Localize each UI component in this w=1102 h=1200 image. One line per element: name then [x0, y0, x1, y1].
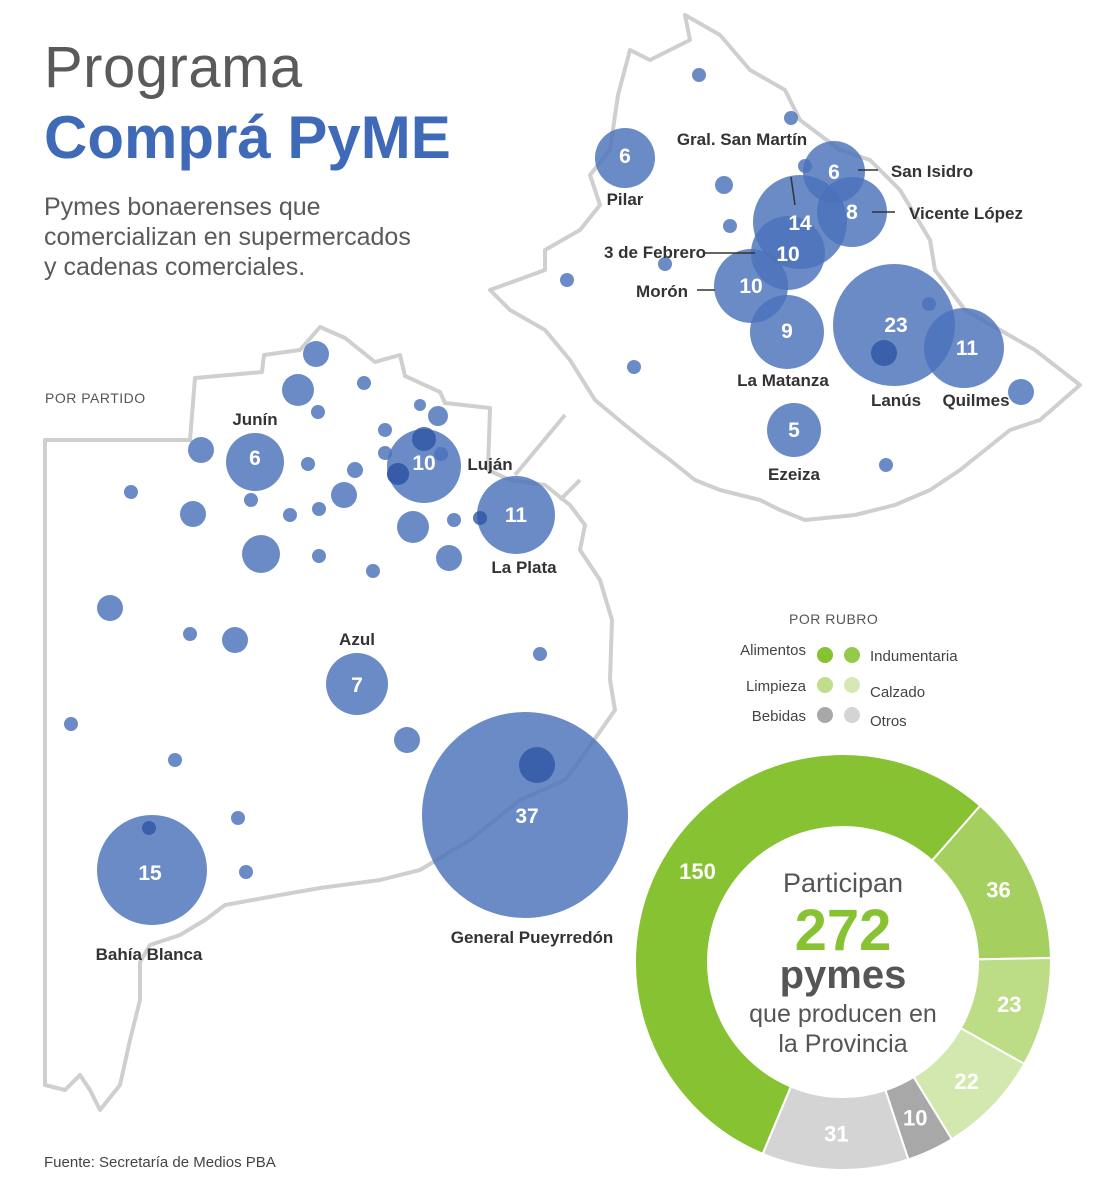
bubble-overlap-lujan-center	[412, 427, 436, 451]
label-lujan: Luján	[467, 455, 513, 474]
bubble-overlap-bahia-dot	[142, 821, 156, 835]
donut-center-line1: Participan	[782, 868, 904, 898]
donut-value-bebidas: 10	[903, 1105, 928, 1131]
label-bahia-blanca-text: Bahía Blanca	[95, 945, 203, 964]
label-la-plata: La Plata	[491, 558, 557, 577]
value-junin: 6	[249, 447, 261, 470]
bubble-s32	[168, 753, 182, 767]
label-vicente-lopez: Vicente López	[909, 204, 1023, 223]
value-lanus: 23	[884, 314, 908, 337]
legend-swatch-bebidas	[817, 707, 833, 723]
label-junin: Junín	[232, 410, 278, 429]
donut-value-limpieza: 23	[997, 991, 1022, 1017]
bubble-s19	[331, 482, 357, 508]
bubble-s5	[414, 399, 426, 411]
bubble-overlap-pueyrredon-dot	[519, 747, 555, 783]
legend-swatch-indumentaria	[844, 647, 860, 663]
bubble-s21	[447, 513, 461, 527]
bubble-s35	[692, 68, 706, 82]
legend	[740, 642, 958, 730]
donut-center-line3: la Provincia	[778, 1030, 908, 1058]
bubble-s3	[357, 376, 371, 390]
bubble-s4	[311, 405, 325, 419]
value-quilmes: 11	[955, 337, 979, 360]
bubble-s6	[428, 406, 448, 426]
label-3-de-febrero: 3 de Febrero	[603, 243, 707, 262]
donut-value-calzado: 22	[954, 1068, 979, 1094]
bubble-s9	[301, 457, 315, 471]
bubble-s15	[180, 501, 206, 527]
bubble-s26	[97, 595, 123, 621]
bubble-s23	[312, 549, 326, 563]
bubble-s38	[715, 176, 733, 194]
value-pilar: 6	[619, 145, 631, 168]
legend-label-indumentaria: Indumentaria	[870, 648, 958, 665]
subtitle-line-1: Pymes bonaerenses que	[44, 193, 321, 221]
label-moron: Morón	[636, 282, 688, 301]
bubble-s1	[303, 341, 329, 367]
subtitle-line-3: y cadenas comerciales.	[44, 253, 306, 281]
bubble-s31	[394, 727, 420, 753]
value-moron: 10	[739, 275, 763, 298]
bubble-s34	[239, 865, 253, 879]
legend-label-bebidas: Bebidas	[751, 708, 806, 725]
label-general-pueyrredon	[451, 928, 614, 947]
bubble-s10	[347, 462, 363, 478]
title-line2: Comprá PyME	[44, 104, 451, 171]
bubble-s7	[378, 423, 392, 437]
section-by-district: POR PARTIDO	[45, 390, 146, 406]
bubble-s36	[784, 111, 798, 125]
label-general-pueyrredon-text: General Pueyrredón	[450, 928, 614, 947]
donut-value-otros: 31	[824, 1121, 849, 1147]
legend-swatch-alimentos	[817, 647, 833, 663]
bubble-s45	[879, 458, 893, 472]
bubble-s14	[124, 485, 138, 499]
subtitle-line-2: comercializan en supermercados	[44, 223, 411, 251]
label-la-matanza: La Matanza	[737, 371, 829, 390]
bubble-s41	[560, 273, 574, 287]
label-lanus: Lanús	[870, 391, 922, 410]
value-lujan: 10	[412, 452, 436, 475]
bubble-s11	[378, 446, 392, 460]
bubble-s8	[188, 437, 214, 463]
donut-value-alimentos: 150	[679, 859, 716, 885]
value-san-isidro: 6	[828, 161, 840, 184]
bubble-s39	[723, 219, 737, 233]
label-pilar: Pilar	[606, 190, 644, 209]
label-azul: Azul	[339, 630, 375, 649]
bubble-s20	[397, 511, 429, 543]
value-vicente-lopez: 8	[846, 201, 858, 224]
bubble-s29	[533, 647, 547, 661]
bubble-s25	[436, 545, 462, 571]
legend-swatch-limpieza	[817, 677, 833, 693]
bubble-s13	[434, 447, 448, 461]
donut-center-total: 272	[794, 898, 892, 963]
bubble-overlap-lanus-dot	[871, 340, 897, 366]
bubble-s30	[64, 717, 78, 731]
connector-line-1	[515, 415, 565, 475]
legend-label-calzado: Calzado	[870, 684, 926, 701]
value-3-de-febrero: 10	[776, 243, 800, 266]
legend-label-otros: Otros	[870, 713, 907, 730]
bubble-s37	[798, 159, 812, 173]
connector-line-2	[560, 480, 580, 500]
bubble-s24	[366, 564, 380, 578]
label-ezeiza: Ezeiza	[768, 465, 820, 484]
donut-value-indumentaria: 36	[986, 877, 1011, 903]
donut-center-unit: pymes	[779, 953, 907, 997]
bubble-s18	[312, 502, 326, 516]
legend-swatch-otros	[844, 707, 860, 723]
bubble-s22	[242, 535, 280, 573]
legend-label-limpieza: Limpieza	[745, 678, 806, 695]
value-general-pueyrredon: 37	[515, 805, 539, 828]
legend-swatch-calzado	[844, 677, 860, 693]
value-azul: 7	[351, 674, 363, 697]
title-line1: Programa	[44, 35, 303, 100]
value-san-martin: 14	[788, 212, 812, 235]
value-bahia-blanca: 15	[138, 862, 162, 885]
bubble-overlap-lujan-dot	[387, 463, 409, 485]
bubble-s27	[183, 627, 197, 641]
label-bahia-blanca	[96, 945, 203, 964]
source-note: Fuente: Secretaría de Medios PBA	[44, 1154, 276, 1171]
bubble-s44	[1008, 379, 1034, 405]
legend-label-alimentos: Alimentos	[740, 642, 806, 659]
bubble-s43	[922, 297, 936, 311]
value-la-plata: 11	[504, 504, 528, 527]
bubble-s33	[231, 811, 245, 825]
bubble-overlap-la-plata-dot	[473, 511, 487, 525]
value-ezeiza: 5	[788, 419, 800, 442]
bubble-s2	[282, 374, 314, 406]
value-la-matanza: 9	[781, 320, 793, 343]
bubble-s16	[244, 493, 258, 507]
bubble-s42	[627, 360, 641, 374]
label-quilmes: Quilmes	[942, 391, 1010, 410]
section-by-category: POR RUBRO	[789, 611, 879, 627]
label-san-isidro: San Isidro	[890, 162, 974, 181]
label-san-martin: Gral. San Martín	[676, 130, 808, 149]
donut-center-line2: que producen en	[749, 1000, 937, 1028]
bubble-s17	[283, 508, 297, 522]
bubble-s28	[222, 627, 248, 653]
